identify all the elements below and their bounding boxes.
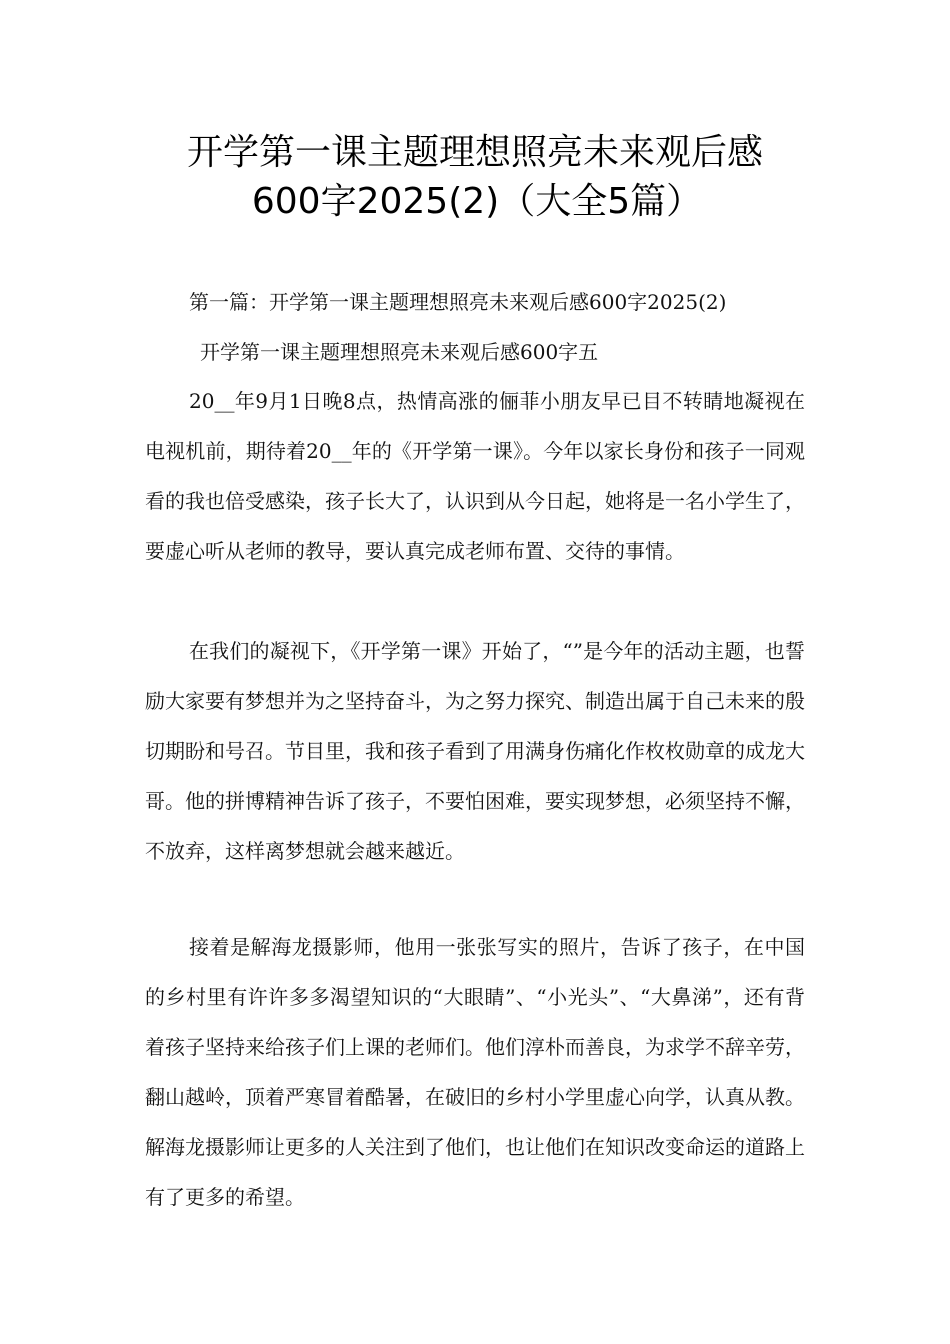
document-title-line2: 600字2025(2)（大全5篇） <box>251 181 703 222</box>
body-paragraph-2: 在我们的凝视下，《开学第一课》开始了，“”是今年的活动主题，也誓励大家要有梦想并为之坚持奋斗，为之努力探究、制造出属于自己未来的殷切期盼和号召。节目里，我和孩子看到了用满身伤痛化作枚枚勋章的成龙大哥。他的拼博精神告诉了孩子，不要怕困难，要实现梦想，必须坚持不懈，不放弃，这样离梦想就会越来越近。 <box>145 639 805 863</box>
subheading: 开学第一课主题理想照亮未来观后感600字五 <box>200 340 599 364</box>
document-title-line1: 开学第一课主题理想照亮未来观后感 <box>186 132 763 173</box>
body-paragraph-3: 接着是解海龙摄影师，他用一张张写实的照片，告诉了孩子，在中国的乡村里有许许多多渴望知识的“大眼睛”、“小光头”、“大鼻涕”，还有背着孩子坚持来给孩子们上课的老师们。他们淳朴而善良，为求学不辞辛劳，翻山越岭，顶着严寒冒着酷暑，在破旧的乡村小学里虚心向学，认真从教。解海龙摄影师让更多的人关注到了他们，也让他们在知识改变命运的道路上有了更多的希望。 <box>145 935 805 1209</box>
section-heading: 第一篇：开学第一课主题理想照亮未来观后感600字2025(2) <box>189 290 727 314</box>
body-paragraph-1: 20__年9月1日晚8点，热情高涨的俪菲小朋友早已目不转睛地凝视在电视机前，期待着20__年的《开学第一课》。今年以家长身份和孩子一同观看的我也倍受感染，孩子长大了，认识到从今日起，她将是一名小学生了，要虚心听从老师的教导，要认真完成老师布置、交待的事情。 <box>145 389 805 563</box>
